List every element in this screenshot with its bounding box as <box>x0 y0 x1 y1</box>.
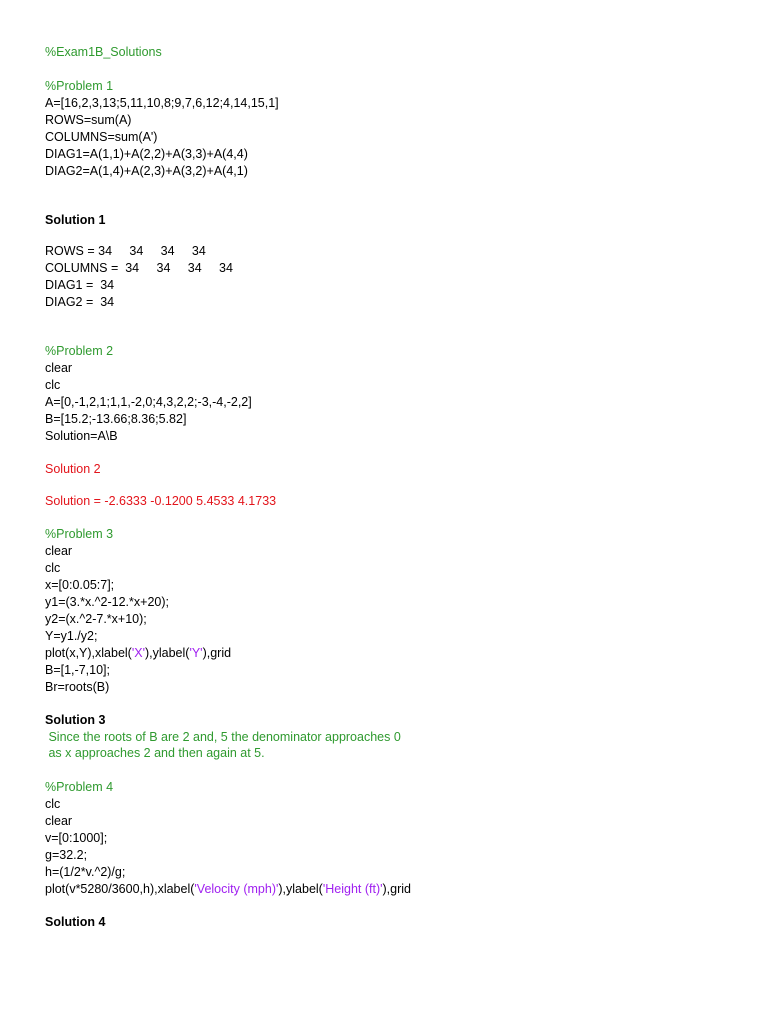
string-literal: 'Y' <box>189 646 203 660</box>
code-line: Solution=A\B <box>45 429 118 443</box>
document-header: %Exam1B_Solutions <box>45 45 162 59</box>
code-line: DIAG2=A(1,4)+A(2,3)+A(3,2)+A(4,1) <box>45 164 248 178</box>
code-line: clc <box>45 561 61 575</box>
solution-2-result: Solution = -2.6333 -0.1200 5.4533 4.1733 <box>45 494 277 508</box>
code-fragment: ),ylabel( <box>144 646 190 660</box>
solution-2-heading: Solution 2 <box>45 462 101 476</box>
code-line: v=[0:1000]; <box>45 831 108 845</box>
code-line: g=32.2; <box>45 848 88 862</box>
code-line: ROWS=sum(A) <box>45 113 132 127</box>
code-line: clear <box>45 361 73 375</box>
solution-1-heading: Solution 1 <box>45 213 106 227</box>
string-literal: 'X' <box>131 646 145 660</box>
plot-code-line <box>45 645 231 662</box>
code-line: Br=roots(B) <box>45 680 110 694</box>
code-line: clc <box>45 797 61 811</box>
code-fragment: ),ylabel( <box>278 882 323 896</box>
code-line: DIAG1=A(1,1)+A(2,2)+A(3,3)+A(4,4) <box>45 147 248 161</box>
problem-2-heading: %Problem 2 <box>45 344 114 358</box>
result-line: DIAG1 = 34 <box>45 278 115 292</box>
code-line: Y=y1./y2; <box>45 629 98 643</box>
result-line: ROWS = 34 34 34 34 <box>45 244 206 258</box>
code-fragment: plot(x,Y),xlabel( <box>45 646 132 660</box>
code-line: COLUMNS=sum(A') <box>45 130 158 144</box>
code-line: A=[0,-1,2,1;1,1,-2,0;4,3,2,2;-3,-4,-2,2] <box>45 395 252 409</box>
result-line: COLUMNS = 34 34 34 34 <box>45 261 233 275</box>
code-line: y1=(3.*x.^2-12.*x+20); <box>45 595 169 609</box>
problem-1-heading: %Problem 1 <box>45 79 114 93</box>
code-fragment: ),grid <box>382 882 411 896</box>
code-fragment: ),grid <box>202 646 232 660</box>
code-line: clear <box>45 544 73 558</box>
solution-3-explanation: as x approaches 2 and then again at 5. <box>45 746 265 760</box>
code-line: x=[0:0.05:7]; <box>45 578 115 592</box>
code-fragment: plot(v*5280/3600,h),xlabel( <box>45 882 195 896</box>
code-line: B=[15.2;-13.66;8.36;5.82] <box>45 412 187 426</box>
code-line: y2=(x.^2-7.*x+10); <box>45 612 147 626</box>
code-line: B=[1,-7,10]; <box>45 663 110 677</box>
code-line: h=(1/2*v.^2)/g; <box>45 865 126 879</box>
code-line: A=[16,2,3,13;5,11,10,8;9,7,6,12;4,14,15,1] <box>45 96 279 110</box>
string-literal: 'Height (ft)' <box>322 882 383 896</box>
plot-code-line <box>45 881 411 898</box>
problem-3-heading: %Problem 3 <box>45 527 114 541</box>
problem-4-heading: %Problem 4 <box>45 780 114 794</box>
solution-3-heading: Solution 3 <box>45 713 106 727</box>
string-literal: 'Velocity (mph)' <box>194 882 279 896</box>
result-line: DIAG2 = 34 <box>45 295 115 309</box>
solution-4-heading: Solution 4 <box>45 915 106 929</box>
solution-3-explanation: Since the roots of B are 2 and, 5 the denominator approaches 0 <box>45 730 401 744</box>
code-line: clear <box>45 814 73 828</box>
code-line: clc <box>45 378 61 392</box>
